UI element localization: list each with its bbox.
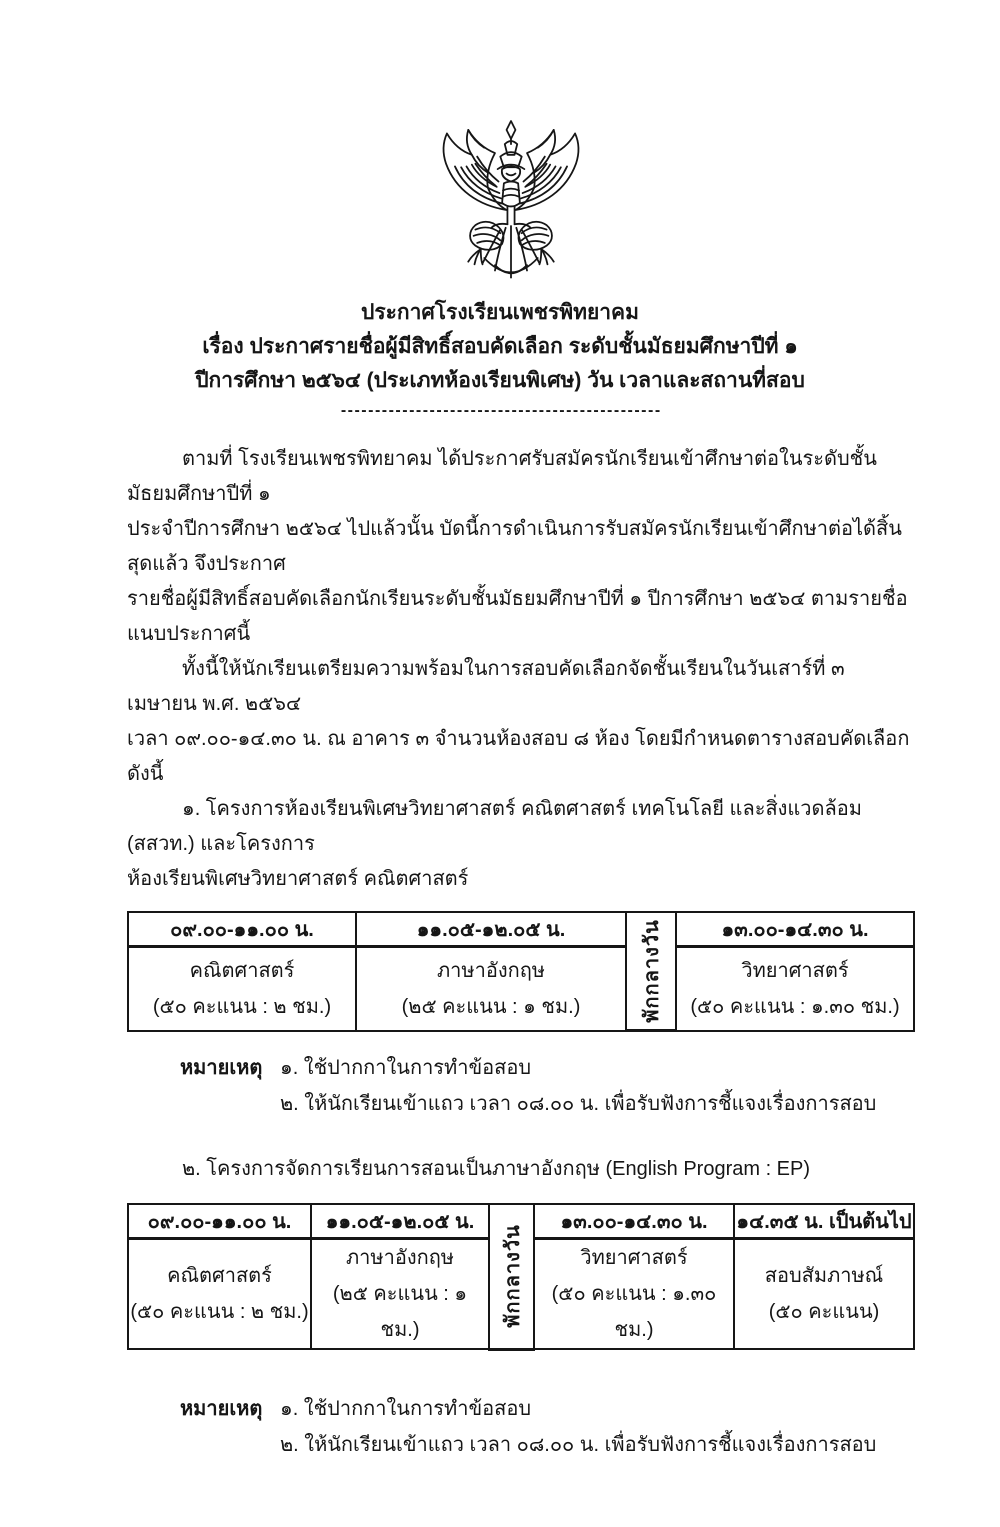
subject-score: (๕๐ คะแนน) — [768, 1301, 880, 1323]
note-item: ๑. ใช้ปากกาในการทำข้อสอบ — [280, 1057, 532, 1079]
subject-name: ภาษาอังกฤษ — [436, 959, 545, 982]
text-line: ประจำปีการศึกษา ๒๕๖๔ ไปแล้วนั้น บัดนี้การดำเนินการรับสมัครนักเรียนเข้าศึกษาต่อได้สิ้นสุดแล้ว จึงประกาศ — [127, 518, 902, 575]
lunch-break-cell — [489, 1204, 534, 1349]
title-line-2: เรื่อง ประกาศรายชื่อผู้มีสิทธิ์สอบคัดเลือก ระดับชั้นมัธยมศึกษาปีที่ ๑ — [202, 335, 798, 358]
document-body — [0, 442, 1000, 1463]
notes-label: หมายเหตุ — [180, 1057, 263, 1079]
exam-subject-cell — [734, 1239, 914, 1350]
document-title-block — [0, 296, 1000, 420]
subject-score: (๕๐ คะแนน : ๒ ชม.) — [130, 1301, 309, 1323]
lunch-break-cell — [626, 912, 676, 1031]
announcement-document-page — [0, 112, 1000, 1527]
subject-score: (๒๕ คะแนน : ๑ ชม.) — [332, 1283, 468, 1341]
notes-items — [280, 1391, 876, 1463]
notes-label: หมายเหตุ — [180, 1397, 263, 1420]
notes-block-2 — [180, 1391, 913, 1463]
lunch-break-label: พักกลางวัน — [641, 919, 663, 1023]
text-line: ๑. โครงการห้องเรียนพิเศษวิทยาศาสตร์ คณิตศาสตร์ เทคโนโลยี และสิ่งแวดล้อม (สสวท.) และโครงการ — [127, 798, 862, 855]
notes-items — [280, 1050, 876, 1122]
garuda-emblem-icon — [422, 112, 600, 292]
note-item: ๒. ให้นักเรียนเข้าแถว เวลา ๐๘.๐๐ น. เพื่อรับฟังการชี้แจงเรื่องการสอบ — [280, 1433, 877, 1456]
table-header-row — [128, 1204, 914, 1239]
note-item: ๒. ให้นักเรียนเข้าแถว เวลา ๐๘.๐๐ น. เพื่อรับฟังการชี้แจงเรื่องการสอบ — [280, 1093, 877, 1115]
time-slot-header: ๐๙.๐๐-๑๑.๐๐ น. — [128, 1204, 311, 1239]
exam-subject-cell — [356, 947, 626, 1031]
table-body-row — [128, 947, 914, 1031]
subject-score: (๕๐ คะแนน : ๒ ชม.) — [152, 995, 332, 1018]
time-slot-header: ๑๓.๐๐-๑๔.๓๐ น. — [676, 912, 914, 947]
dashed-separator: ----------------------------------------------- — [339, 404, 661, 419]
subject-name: คณิตศาสตร์ — [189, 959, 295, 982]
subject-name: สอบสัมภาษณ์ — [764, 1265, 884, 1287]
subject-name: วิทยาศาสตร์ — [580, 1247, 688, 1269]
time-slot-header: ๑๑.๐๕-๑๒.๐๕ น. — [356, 912, 626, 947]
title-line-3: ปีการศึกษา ๒๕๖๔ (ประเภทห้องเรียนพิเศษ) วัน เวลาและสถานที่สอบ — [195, 369, 805, 392]
subject-name: ภาษาอังกฤษ — [345, 1247, 454, 1269]
table-header-row — [128, 912, 914, 947]
exam-subject-cell — [311, 1239, 489, 1350]
exam-subject-cell — [128, 1239, 311, 1350]
time-slot-header: ๑๓.๐๐-๑๔.๓๐ น. — [534, 1204, 734, 1239]
section-2-heading: ๒. โครงการจัดการเรียนการสอนเป็นภาษาอังกฤษ (English Program : EP) — [182, 1158, 811, 1180]
notes-block-1 — [180, 1050, 913, 1122]
paragraph-1 — [127, 442, 913, 652]
time-slot-header: ๑๔.๓๕ น. เป็นต้นไป — [734, 1204, 914, 1239]
section-1-heading — [127, 792, 913, 897]
paragraph-2 — [127, 652, 913, 792]
exam-subject-cell — [534, 1239, 734, 1350]
subject-name: วิทยาศาสตร์ — [741, 959, 849, 982]
subject-score: (๕๐ คะแนน : ๑.๓๐ ชม.) — [690, 995, 900, 1018]
text-line: ทั้งนี้ให้นักเรียนเตรียมความพร้อมในการสอบคัดเลือกจัดชั้นเรียนในวันเสาร์ที่ ๓ เมษายน พ.ศ. ๒๕๖๔ — [127, 658, 845, 715]
subject-score: (๒๕ คะแนน : ๑ ชม.) — [401, 995, 581, 1018]
exam-schedule-table-1 — [127, 911, 915, 1032]
exam-schedule-table-2 — [127, 1203, 915, 1351]
time-slot-header: ๑๑.๐๕-๑๒.๐๕ น. — [311, 1204, 489, 1239]
subject-score: (๕๐ คะแนน : ๑.๓๐ ชม.) — [551, 1283, 717, 1341]
exam-subject-cell — [676, 947, 914, 1031]
exam-subject-cell — [128, 947, 356, 1031]
title-line-1: ประกาศโรงเรียนเพชรพิทยาคม — [361, 301, 639, 324]
text-line: ห้องเรียนพิเศษวิทยาศาสตร์ คณิตศาสตร์ — [127, 868, 469, 890]
text-line: เวลา ๐๙.๐๐-๑๔.๓๐ น. ณ อาคาร ๓ จำนวนห้องสอบ ๘ ห้อง โดยมีกำหนดตารางสอบคัดเลือก ดังนี้ — [127, 728, 910, 785]
note-item: ๑. ใช้ปากกาในการทำข้อสอบ — [280, 1397, 532, 1420]
subject-name: คณิตศาสตร์ — [167, 1265, 272, 1287]
text-line: ตามที่ โรงเรียนเพชรพิทยาคม ได้ประกาศรับสมัครนักเรียนเข้าศึกษาต่อในระดับชั้นมัธยมศึกษาปีที่ ๑ — [127, 448, 877, 505]
time-slot-header: ๐๙.๐๐-๑๑.๐๐ น. — [128, 912, 356, 947]
text-line: รายชื่อผู้มีสิทธิ์สอบคัดเลือกนักเรียนระดับชั้นมัธยมศึกษาปีที่ ๑ ปีการศึกษา ๒๕๖๔ ตามรายชื่อแนบประกาศนี้ — [127, 588, 908, 645]
lunch-break-label: พักกลางวัน — [501, 1224, 524, 1329]
